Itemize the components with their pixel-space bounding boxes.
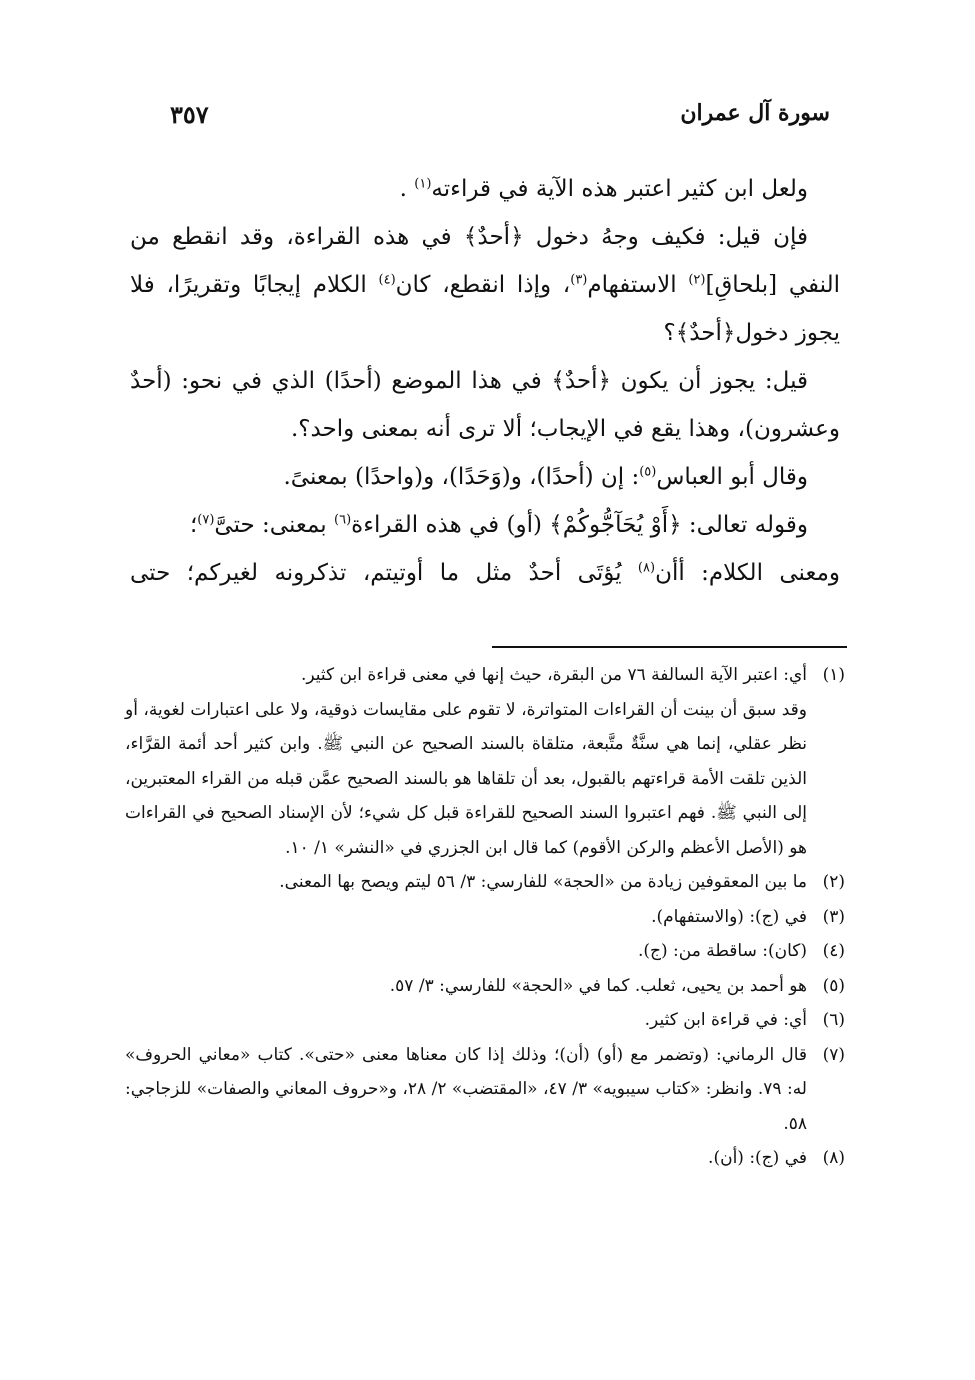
footnote-marker: (٧)	[197, 512, 215, 528]
paragraph-text: قيل: يجوز أن يكون ﴿أحدٌ﴾ في هذا الموضع (أحدًا) الذي في نحو: (أحدٌ وعشرون)، وهذا يقع في الإيجاب؛ ألا ترى أنه بمعنى واحد؟.	[130, 368, 840, 442]
footnote-marker: (٥)	[639, 464, 657, 480]
footnote-text	[125, 1141, 807, 1176]
footnote-divider	[492, 646, 847, 648]
footnote-marker: (٦)	[334, 512, 352, 528]
footnote-text	[125, 658, 807, 865]
footnote-marker: (١)	[414, 176, 432, 192]
footnotes-section	[125, 658, 845, 1176]
footnote-paragraph: في (ج): (والاستفهام).	[651, 906, 807, 927]
footnote-number: (٢)	[822, 872, 845, 892]
footnote-2	[125, 865, 845, 900]
paragraph-text: يُؤتَى أحدٌ مثل ما أوتيتم، تذكرونه لغيركم؛ حتى	[130, 560, 638, 586]
footnote-marker: (٨)	[637, 560, 656, 576]
main-text	[130, 165, 840, 597]
paragraph-text: بمعنى: حتىَّ	[214, 512, 335, 538]
footnote-number: (١)	[822, 665, 845, 685]
paragraph-1	[130, 165, 840, 213]
paragraph-text: الاستفهام	[587, 272, 689, 298]
paragraph-text: ، وإذا انقطع، كان	[395, 272, 571, 298]
footnote-number: (٤)	[822, 941, 845, 961]
paragraph-text: ؛	[189, 512, 198, 538]
footnote-paragraph: وقد سبق أن بينت أن القراءات المتواترة، لا تقوم على مقايسات ذوقية، ولا على اعتبارات لغوية، أو نظر عقلي، إنما هي سنَّةٌ متَّبعة، متلقاة بالسند الصحيح عن النبي ﷺ. وابن كثير أحد أئمة القرَّاء، الذين تلقت الأمة قراءتهم بالقبول، بعد أن تلقاها هو بالسند الصحيح عمَّن قبله من القراء المعتبرين، إلى النبي ﷺ. فهم اعتبروا السند الصحيح للقراءة قبل كل شيء؛ لأن الإسناد الصحيح في القراءات هو (الأصل الأعظم والركن الأقوم) كما قال ابن الجزري في «النشر» ١/ ١٠.	[125, 699, 807, 858]
footnote-number: (٣)	[822, 906, 845, 927]
paragraph-text: فإن قيل: فكيف وجهُ دخول ﴿أحدٌ﴾ في هذه القراءة، وقد انقطع من النفي [بلحاقِ]	[130, 224, 841, 298]
footnote-paragraph: أي: في قراءة ابن كثير.	[644, 1010, 807, 1030]
footnote-paragraph: ما بين المعقوفين زيادة من «الحجة» للفارسي: ٣/ ٥٦ ليتم ويصح بها المعنى.	[279, 872, 807, 892]
footnote-paragraph: هو أحمد بن يحيى، ثعلب. كما في «الحجة» للفارسي: ٣/ ٥٧.	[389, 975, 807, 996]
footnote-5	[125, 969, 845, 1004]
footnote-text	[125, 1038, 807, 1142]
footnote-3	[125, 900, 845, 935]
footnote-paragraph: قال الرماني: (وتضمر مع (أو) (أن)؛ وذلك إذا كان معناها معنى «حتى». كتاب «معاني الحروف» له: ٧٩. وانظر: «كتاب سيبويه» ٣/ ٤٧، «المقتضب» ٢/ ٢٨، و«حروف المعاني والصفات» للزجاجي: ٥٨.	[125, 1044, 807, 1134]
footnote-text	[125, 934, 807, 969]
footnote-1	[125, 658, 845, 865]
footnote-text	[125, 1003, 807, 1038]
paragraph-text: .	[399, 176, 415, 202]
footnote-marker: (٢)	[688, 272, 706, 288]
footnote-number: (٥)	[822, 975, 845, 996]
paragraph-5	[130, 501, 840, 549]
footnote-text	[125, 969, 807, 1004]
page-number: ٣٥٧	[170, 100, 209, 129]
paragraph-text: وقال أبو العباس	[656, 464, 808, 490]
paragraph-text: : إن (أحدًا)، و(وَحَدًا)، و(واحدًا) بمعنىً.	[283, 464, 640, 490]
paragraph-2	[130, 213, 840, 357]
footnote-6	[125, 1003, 845, 1038]
page-header	[150, 100, 830, 140]
paragraph-text: وقوله تعالى: ﴿أَوْ يُحَآجُّوكُمْ﴾ (أو) في هذه القراءة	[351, 512, 808, 538]
paragraph-text: الكلام إيجابًا وتقريرًا، فلا يجوز دخول﴿أحدٌ﴾؟	[130, 272, 840, 346]
footnote-text	[125, 865, 807, 900]
footnote-marker: (٤)	[378, 272, 396, 288]
paragraph-3	[130, 357, 840, 453]
footnote-number: (٨)	[822, 1148, 845, 1168]
paragraph-4	[130, 453, 840, 501]
footnote-marker: (٣)	[570, 272, 588, 288]
footnote-number: (٧)	[822, 1044, 845, 1065]
paragraph-text: ولعل ابن كثير اعتبر هذه الآية في قراءته	[431, 176, 808, 202]
footnote-4	[125, 934, 845, 969]
footnote-text	[125, 900, 807, 935]
paragraph-6	[130, 549, 840, 597]
footnote-paragraph: أي: اعتبر الآية السالفة ٧٦ من البقرة، حيث إنها في معنى قراءة ابن كثير.	[300, 665, 807, 685]
footnote-number: (٦)	[822, 1010, 845, 1030]
footnote-7	[125, 1038, 845, 1142]
running-head-surah-title: سورة آل عمران	[680, 100, 830, 126]
footnote-8	[125, 1141, 845, 1176]
footnote-paragraph: في (ج): (أن).	[708, 1148, 807, 1168]
footnote-paragraph: (كان): ساقطة من: (ج).	[638, 941, 807, 961]
paragraph-text: ومعنى الكلام: أأن	[655, 560, 840, 586]
